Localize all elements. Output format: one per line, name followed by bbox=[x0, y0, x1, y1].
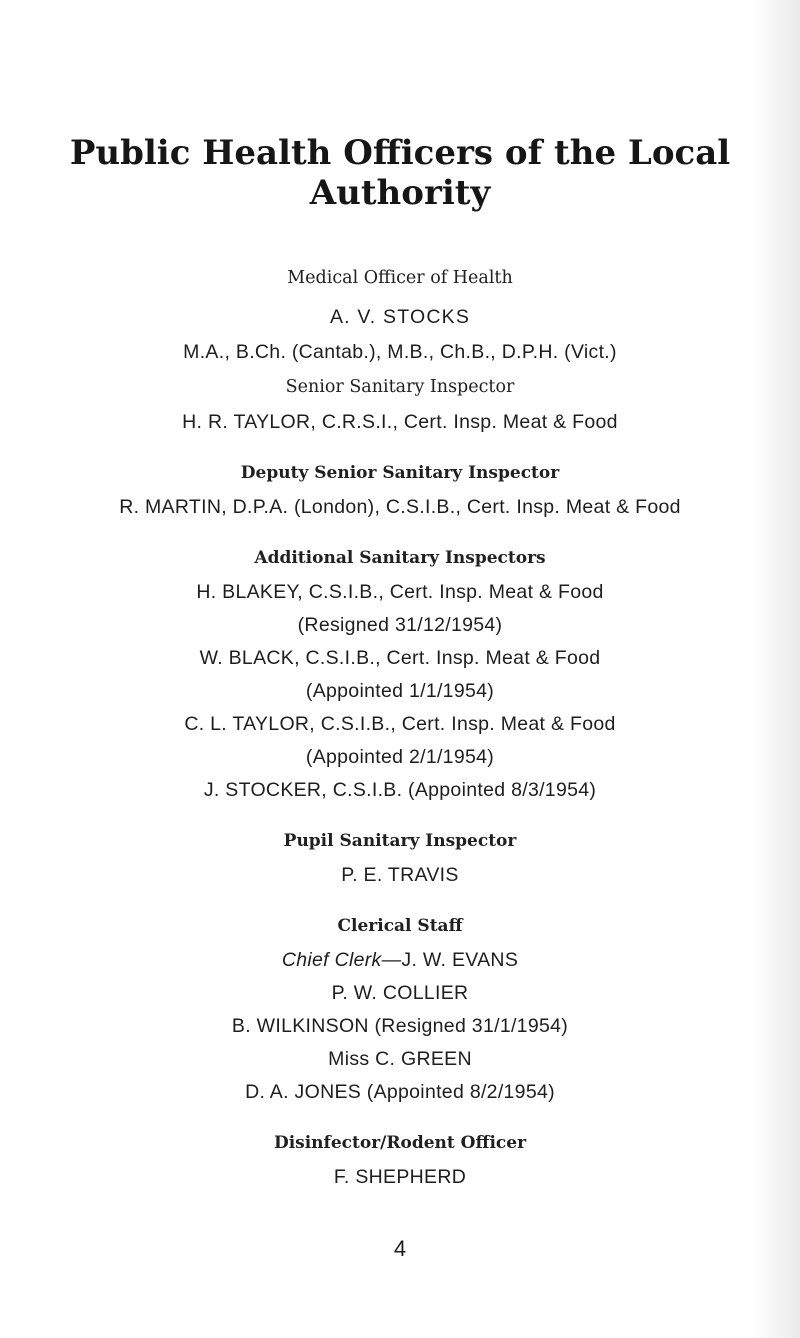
senior-inspector-entry: H. R. TAYLOR, C.R.S.I., Cert. Insp. Meat & Food bbox=[182, 411, 618, 433]
page-title-line-2: Authority bbox=[309, 173, 491, 213]
page-title-line-1: Public Health Officers of the Local bbox=[69, 133, 731, 173]
additional-inspector-line: C. L. TAYLOR, C.S.I.B., Cert. Insp. Meat & Food bbox=[184, 713, 616, 735]
medical-officer-qualifications: M.A., B.Ch. (Cantab.), M.B., Ch.B., D.P.H. (Vict.) bbox=[183, 341, 617, 363]
medical-officer-heading: Medical Officer of Health bbox=[287, 268, 513, 288]
additional-inspector-line: (Resigned 31/12/1954) bbox=[297, 614, 503, 636]
clerical-staff-heading: Clerical Staff bbox=[337, 916, 463, 936]
additional-inspector-line: J. STOCKER, C.S.I.B. (Appointed 8/3/1954) bbox=[203, 779, 597, 801]
additional-inspector-line: H. BLAKEY, C.S.I.B., Cert. Insp. Meat & Food bbox=[196, 581, 604, 603]
additional-inspectors-heading: Additional Sanitary Inspectors bbox=[254, 548, 546, 568]
pupil-inspector-heading: Pupil Sanitary Inspector bbox=[283, 831, 517, 851]
clerical-staff-line: B. WILKINSON (Resigned 31/1/1954) bbox=[231, 1015, 569, 1037]
additional-inspector-line: (Appointed 2/1/1954) bbox=[305, 746, 495, 768]
chief-clerk-line bbox=[0, 947, 800, 973]
medical-officer-name: A. V. STOCKS bbox=[329, 306, 471, 328]
senior-inspector-heading: Senior Sanitary Inspector bbox=[285, 377, 515, 397]
deputy-inspector-heading: Deputy Senior Sanitary Inspector bbox=[240, 463, 560, 483]
disinfector-name: F. SHEPHERD bbox=[333, 1166, 467, 1188]
clerical-staff-line: P. W. COLLIER bbox=[331, 982, 469, 1004]
additional-inspector-line: (Appointed 1/1/1954) bbox=[305, 680, 495, 702]
pupil-inspector-name: P. E. TRAVIS bbox=[341, 864, 459, 886]
additional-inspector-line: W. BLACK, C.S.I.B., Cert. Insp. Meat & Food bbox=[199, 647, 601, 669]
clerical-staff-line: D. A. JONES (Appointed 8/2/1954) bbox=[245, 1081, 555, 1103]
clerical-staff-line: Miss C. GREEN bbox=[328, 1048, 472, 1070]
disinfector-heading: Disinfector/Rodent Officer bbox=[273, 1133, 527, 1153]
chief-clerk-name: —J. W. EVANS bbox=[381, 949, 519, 971]
page-number: 4 bbox=[393, 1236, 407, 1261]
chief-clerk-label: Chief Clerk bbox=[281, 949, 382, 971]
deputy-inspector-entry: R. MARTIN, D.P.A. (London), C.S.I.B., Cert. Insp. Meat & Food bbox=[119, 496, 681, 518]
